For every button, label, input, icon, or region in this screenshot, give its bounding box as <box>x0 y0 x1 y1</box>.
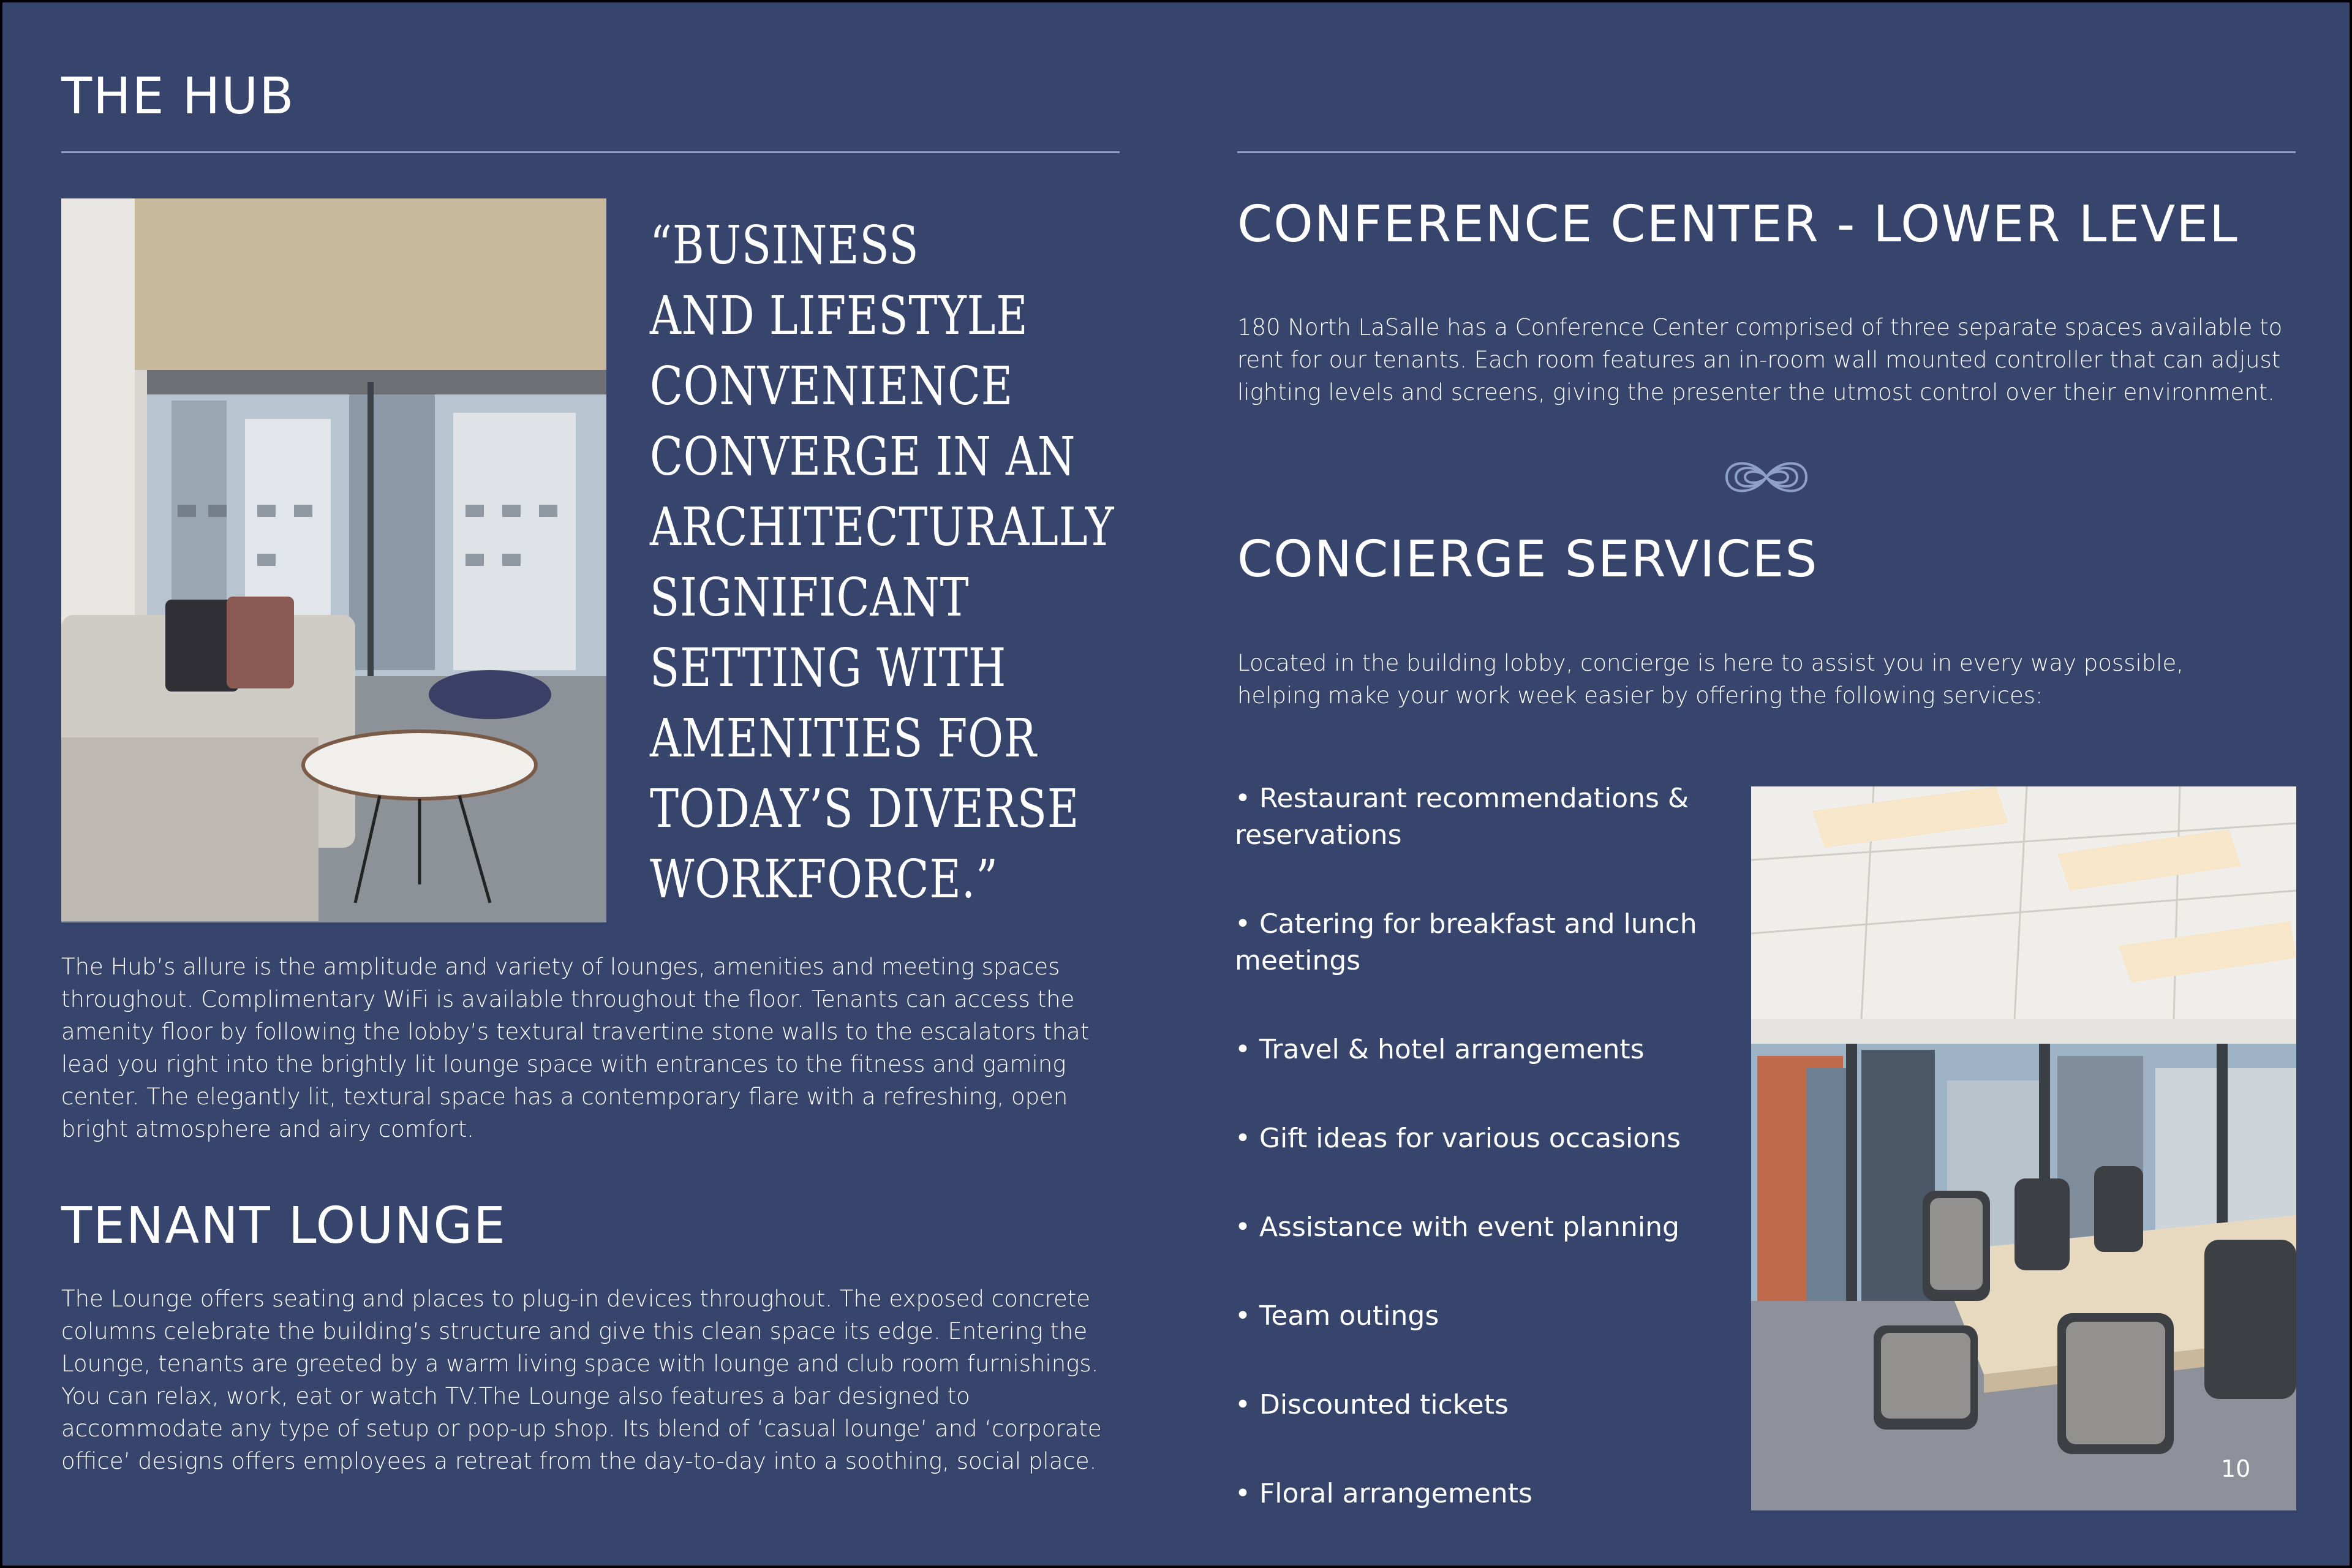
service-item: • Travel & hotel arrangements <box>1235 1034 1645 1065</box>
service-item: • Assistance with event planning <box>1235 1212 1679 1243</box>
concierge-description: Located in the building lobby, concierge is here to assist you in every way possible, helping make your work week easier by offering the following services: <box>1237 650 2184 709</box>
lounge-photo <box>61 198 606 922</box>
section-title-concierge-services: CONCIERGE SERVICES <box>1237 530 1819 589</box>
section-title-tenant-lounge: TENANT LOUNGE <box>61 1197 507 1255</box>
service-item: • Restaurant recommendations & reservations <box>1235 783 1689 851</box>
section-title-conference-center: CONFERENCE CENTER - LOWER LEVEL <box>1237 195 2239 254</box>
conference-room-photo <box>1751 786 2296 1510</box>
hub-description: The Hub’s allure is the amplitude and variety of lounges, amenities and meeting spaces throughout. Complimentary WiFi is available throughout the floor. Tenants can access the amenity floor by following the lobby’s textural travertine stone walls to the escalators that lead you right into the brightly lit lounge space with entrances to the fitness and gaming center. The elegantly lit, textural space has a contemporary flare with a refreshing, open bright atmosphere and airy comfort. <box>61 954 1090 1142</box>
right-title-divider <box>1237 151 2296 153</box>
lounge-description: The Lounge offers seating and places to plug-in devices throughout. The exposed concrete columns celebrate the building’s structure and give this clean space its edge. Entering the Lounge, tenants are greeted by a warm living space with lounge and club room furnishings. You can relax, work, eat or watch TV.The Lounge also features a bar designed to accommodate any type of setup or pop-up shop. Its blend of ‘casual lounge’ and ‘corporate office’ designs offers employees a retreat from the day-to-day into a soothing, social place. <box>61 1286 1102 1474</box>
conference-description: 180 North LaSalle has a Conference Center comprised of three separate spaces available to rent for our tenants. Each room features an in-room wall mounted controller that can adjust lighting levels and screens, giving the presenter the utmost control over their environment. <box>1237 314 2283 405</box>
page-number: 10 <box>2221 1455 2251 1482</box>
service-item: • Floral arrangements <box>1235 1478 1532 1509</box>
service-item: • Catering for breakfast and lunch meetings <box>1235 908 1697 976</box>
left-title-divider <box>61 151 1120 153</box>
infinity-knot-icon <box>1717 450 1815 505</box>
service-item: • Team outings <box>1235 1300 1439 1332</box>
section-title-the-hub: THE HUB <box>61 67 295 126</box>
hub-pull-quote: “BUSINESS AND LIFESTYLE CONVENIENCE CONVERGE IN AN ARCHITECTURALLY SIGNIFICANT SETTING WITH AMENITIES FOR TODAY’S DIVERSE WORKFORCE.” <box>650 215 1115 910</box>
service-item: • Discounted tickets <box>1235 1389 1509 1420</box>
service-item: • Gift ideas for various occasions <box>1235 1123 1681 1154</box>
